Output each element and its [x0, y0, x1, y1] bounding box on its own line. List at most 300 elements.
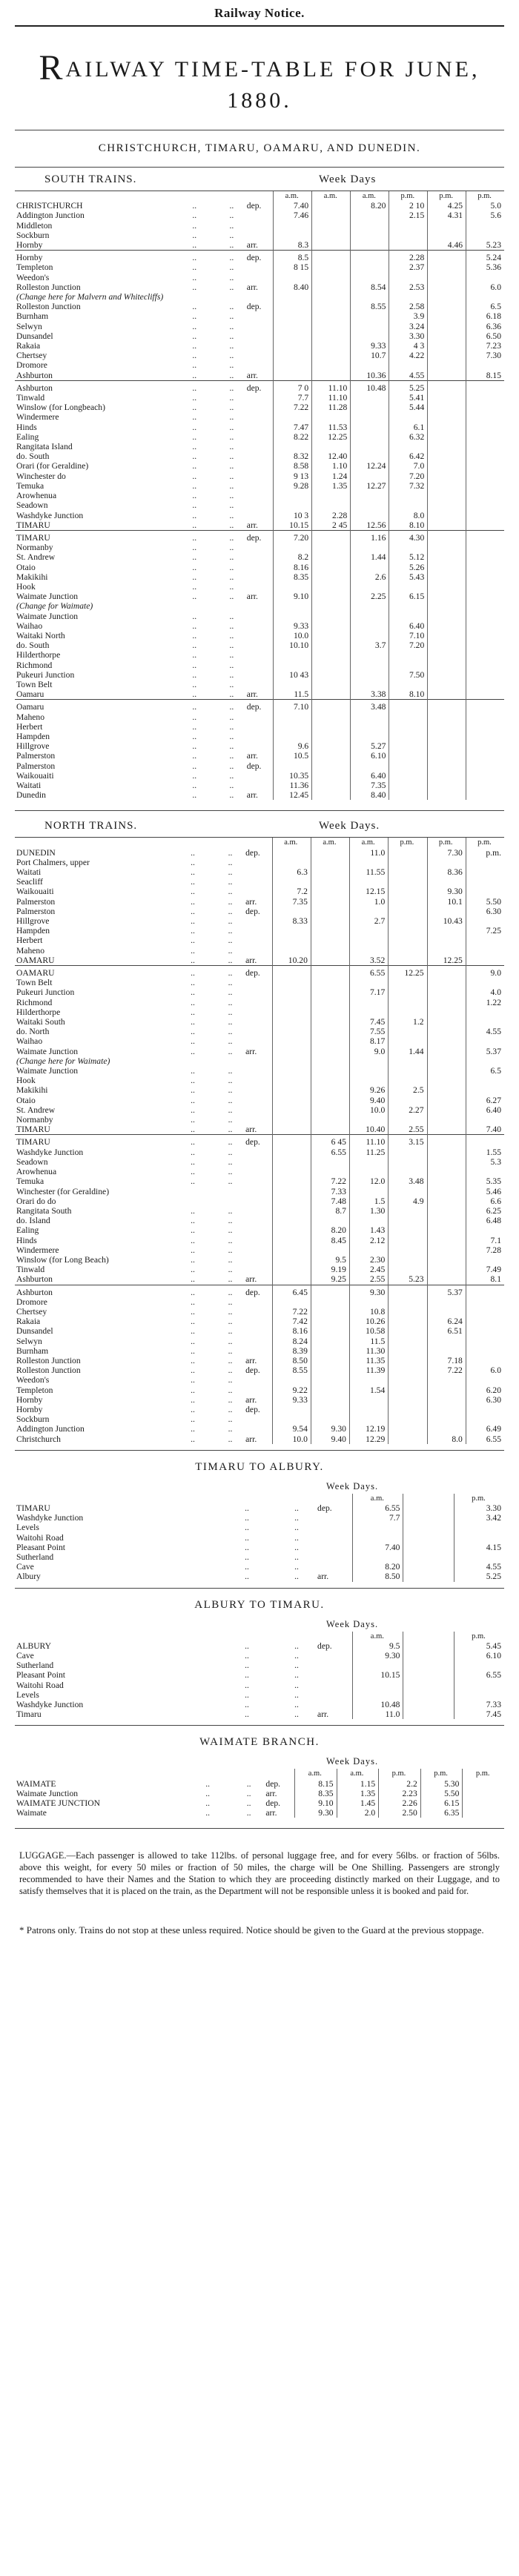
leader-dots: .. [228, 1095, 233, 1105]
train-time: 8.16 [272, 1326, 311, 1336]
train-time [312, 543, 351, 552]
timetable-row [15, 1285, 504, 1297]
station-name: Hinds [16, 422, 37, 432]
timetable-row [15, 572, 504, 582]
leader-dots: .. [192, 461, 197, 471]
leader-dots: .. [192, 321, 197, 331]
leader-dots: .. [228, 1274, 233, 1285]
timetable-row [15, 380, 504, 393]
ampm-label: a.m. [353, 1632, 403, 1641]
arr-dep-label [245, 481, 274, 491]
leader-dots: .. [191, 936, 195, 946]
leader-dots: .. [228, 1066, 233, 1076]
arr-dep-label: arr. [245, 1046, 257, 1056]
train-time [427, 1176, 466, 1186]
train-time: 9.5 [311, 1255, 349, 1265]
train-time: 7.30 [466, 351, 504, 360]
leader-dots: .. [228, 1125, 233, 1135]
train-time [312, 351, 351, 360]
train-time [428, 491, 466, 500]
timetable-row [15, 403, 504, 412]
train-time: 6.45 [272, 1285, 311, 1297]
station-name: Waitaki North [16, 630, 65, 640]
timetable-row [15, 1157, 504, 1167]
train-time [466, 781, 504, 790]
train-time: 1.5 [349, 1196, 388, 1206]
timetable-row [15, 432, 504, 442]
train-time [351, 451, 389, 461]
station-name: Seacliff [16, 877, 43, 887]
arr-dep-label [245, 511, 274, 520]
train-time: 7.42 [272, 1317, 311, 1326]
station-name: Rolleston Junction [16, 1365, 81, 1376]
timetable-row [15, 311, 504, 321]
north-trains-heading: NORTH TRAINS. [44, 820, 138, 832]
train-time: 11.10 [349, 1135, 388, 1148]
leader-dots: .. [229, 442, 234, 452]
train-time [311, 956, 349, 966]
leader-dots: .. [191, 1115, 195, 1125]
train-time [274, 311, 312, 321]
timetable-row [15, 1265, 504, 1274]
train-time [351, 221, 389, 231]
leader-dots: .. [228, 1424, 233, 1434]
arr-dep-label [244, 1265, 272, 1274]
leader-dots: .. [191, 1066, 195, 1076]
train-time [466, 1167, 504, 1176]
leader-dots: .. [191, 926, 195, 936]
train-time: 10.15 [274, 520, 312, 531]
timetable-row [15, 689, 504, 700]
train-time [389, 660, 428, 670]
train-time [466, 1326, 504, 1336]
train-time [427, 1076, 466, 1085]
timetable-row [15, 1779, 504, 1789]
station-name: Waitati [16, 867, 42, 877]
train-time [427, 1115, 466, 1125]
arr-dep-label [244, 1317, 272, 1326]
train-time [349, 1167, 388, 1176]
train-time [466, 360, 504, 370]
arr-dep-label [245, 393, 274, 403]
arr-dep-label [245, 612, 274, 621]
train-time: 11.10 [312, 393, 351, 403]
train-time: 5.45 [454, 1641, 504, 1651]
timetable-title [15, 27, 504, 130]
train-time [312, 790, 351, 800]
train-time [427, 987, 466, 997]
station-name: Arowhenua [16, 1167, 57, 1177]
leader-dots: .. [227, 1285, 244, 1297]
leader-dots: .. [229, 721, 234, 732]
train-time [351, 251, 389, 263]
train-time: 7.35 [272, 897, 311, 907]
train-time [428, 722, 466, 732]
train-time [351, 471, 389, 481]
leader-dots: .. [294, 1542, 299, 1552]
leader-dots: .. [228, 1147, 233, 1157]
leader-dots: .. [245, 1689, 249, 1700]
leader-dots: .. [229, 341, 234, 351]
timetable-row [15, 1572, 504, 1581]
train-time [312, 322, 351, 331]
train-time [466, 631, 504, 640]
week-days-label: Week Days. [326, 1756, 379, 1767]
train-time [466, 936, 504, 945]
timetable-row [15, 631, 504, 640]
train-time: 5.43 [389, 572, 428, 582]
station-name: Waimate Junction [16, 1046, 79, 1056]
train-time: 6.51 [427, 1326, 466, 1336]
train-time: 2.0 [337, 1808, 379, 1818]
train-time [312, 761, 351, 771]
train-time [466, 552, 504, 562]
station-name: Arowhenua [16, 491, 57, 501]
train-time [389, 650, 428, 660]
spacer [293, 1632, 316, 1641]
leader-dots [227, 1187, 244, 1196]
station-name: Waikouaiti [16, 887, 54, 897]
arr-dep-label [244, 877, 272, 887]
timetable-row [15, 926, 504, 936]
arr-dep-label [244, 1375, 272, 1385]
train-time [272, 877, 311, 887]
arr-dep-label [316, 1523, 353, 1532]
arr-dep-label [245, 660, 274, 670]
train-time [389, 1056, 427, 1066]
train-time [403, 1690, 454, 1700]
train-time [312, 660, 351, 670]
train-time [311, 1017, 349, 1027]
station-name: Rakaia [16, 1317, 41, 1327]
train-time [351, 412, 389, 422]
train-time [272, 926, 311, 936]
leader-dots: .. [229, 620, 234, 631]
train-time [389, 1326, 427, 1336]
train-time [389, 1375, 427, 1385]
train-time [311, 1346, 349, 1356]
leader-dots: .. [192, 660, 197, 670]
arr-dep-label [244, 1096, 272, 1105]
train-time [311, 887, 349, 896]
station-name: TIMARU [16, 1503, 50, 1513]
train-time [466, 670, 504, 680]
leader-dots [191, 292, 228, 302]
train-time [312, 491, 351, 500]
station-name: Cave [16, 1651, 34, 1661]
leader-dots: .. [192, 679, 197, 689]
train-time [403, 1709, 454, 1719]
train-time [349, 1414, 388, 1424]
albury-timaru-title: ALBURY TO TIMARU. [15, 1588, 504, 1619]
station-name: Sutherland [16, 1552, 54, 1562]
train-time: 11.39 [349, 1365, 388, 1375]
train-time [272, 1135, 311, 1148]
train-time: 2.7 [349, 916, 388, 926]
train-time [349, 978, 388, 987]
train-time [389, 1167, 427, 1176]
leader-dots: .. [228, 1017, 233, 1027]
leader-dots: .. [294, 1661, 299, 1671]
train-time [466, 1085, 504, 1095]
train-time [311, 907, 349, 916]
train-time [428, 442, 466, 451]
arr-dep-label [316, 1670, 353, 1680]
station-name: Rolleston Junction [16, 302, 81, 312]
leader-dots: .. [192, 331, 197, 341]
train-time [349, 998, 388, 1007]
train-time [466, 221, 504, 231]
timetable-row [15, 1096, 504, 1105]
leader-dots: .. [228, 1156, 233, 1167]
leader-dots: .. [191, 1125, 195, 1135]
train-time [428, 621, 466, 631]
leader-dots: .. [294, 1689, 299, 1700]
albury-timaru-timetable [15, 1632, 504, 1720]
train-time [311, 987, 349, 997]
timetable-row [15, 867, 504, 877]
train-time [311, 1096, 349, 1105]
train-time [274, 543, 312, 552]
train-time [427, 946, 466, 956]
station-name: Pleasant Point [16, 1542, 66, 1552]
train-time [312, 712, 351, 722]
train-time [427, 1307, 466, 1317]
leader-dots: .. [229, 630, 234, 640]
train-time: 7.1 [466, 1236, 504, 1245]
arr-dep-label [244, 1157, 272, 1167]
arr-dep-label [244, 987, 272, 997]
train-time [272, 1176, 311, 1186]
train-time: 9.26 [349, 1085, 388, 1095]
train-time: 9.19 [311, 1265, 349, 1274]
train-time: 12.19 [349, 1424, 388, 1434]
train-time [466, 956, 504, 966]
train-time [463, 1789, 504, 1798]
timetable-row [15, 240, 504, 251]
train-time [274, 273, 312, 282]
leader-dots: .. [229, 543, 234, 553]
train-time: 6.40 [466, 1105, 504, 1115]
train-time: 8.20 [351, 201, 389, 211]
train-time [272, 1245, 311, 1255]
ampm-label: a.m. [337, 1769, 379, 1778]
timetable-row [15, 1405, 504, 1414]
week-days-label: Week Days. [319, 820, 380, 832]
train-time: 9.6 [274, 741, 312, 751]
change-note: (Change here for Waimate) [16, 1056, 110, 1066]
train-time: 5.46 [466, 1187, 504, 1196]
arr-dep-label [244, 1337, 272, 1346]
train-time [428, 552, 466, 562]
train-time [274, 302, 312, 311]
train-time: 7.22 [274, 403, 312, 412]
station-name: do. Island [16, 1216, 50, 1226]
train-time [312, 592, 351, 601]
station-name: Orari do do [16, 1196, 56, 1206]
south-trains-heading: SOUTH TRAINS. [44, 173, 137, 185]
train-time [466, 380, 504, 393]
train-time [312, 231, 351, 240]
station-name: Hilderthorpe [16, 1007, 61, 1017]
train-time: 8.40 [351, 790, 389, 800]
train-time [427, 1196, 466, 1206]
train-time [403, 1552, 454, 1562]
arr-dep-label [244, 1196, 272, 1206]
timetable-row [15, 887, 504, 896]
station-name: Dunsandel [16, 331, 53, 341]
timetable-row [15, 322, 504, 331]
train-time [389, 231, 428, 240]
station-name: Hornby [16, 240, 43, 251]
leader-dots: .. [246, 1788, 251, 1798]
train-time: 10.8 [349, 1307, 388, 1317]
train-time: 5.35 [466, 1176, 504, 1186]
train-time: 2.50 [379, 1808, 421, 1818]
station-name: Rakaia [16, 341, 41, 351]
train-time: 8.20 [353, 1562, 403, 1572]
arr-dep-label: arr. [245, 1394, 257, 1405]
leader-dots: .. [191, 978, 195, 988]
timetable-row [15, 916, 504, 926]
train-time [351, 231, 389, 240]
station-name: Hampden [16, 926, 50, 936]
train-time [312, 292, 351, 302]
station-name: Ashburton [15, 380, 191, 393]
leader-dots: .. [192, 510, 197, 520]
train-time [311, 1395, 349, 1405]
timaru-albury-title: TIMARU TO ALBURY. [15, 1450, 504, 1481]
train-time [272, 966, 311, 979]
train-time: 7.48 [311, 1196, 349, 1206]
train-time [312, 201, 351, 211]
train-time: 6.10 [454, 1651, 504, 1661]
arr-dep-label: dep. [245, 530, 274, 543]
leader-dots: .. [229, 500, 234, 511]
train-time [427, 1056, 466, 1066]
train-time: 9.30 [295, 1808, 337, 1818]
train-time [272, 1236, 311, 1245]
ampm-label: p.m. [427, 838, 466, 847]
train-time: 4.22 [389, 351, 428, 360]
train-time: 1.45 [337, 1798, 379, 1808]
train-time [349, 946, 388, 956]
train-time [428, 781, 466, 790]
station-name: Templeton [16, 262, 53, 273]
train-time [312, 582, 351, 592]
week-days-label: Week Days [319, 173, 377, 185]
train-time [403, 1503, 454, 1513]
train-time [311, 1365, 349, 1375]
train-time [428, 520, 466, 531]
train-time [351, 292, 389, 302]
timetable-row [15, 1056, 504, 1066]
leader-dots: .. [191, 1245, 195, 1255]
timetable-row [15, 732, 504, 741]
leader-dots: .. [191, 867, 195, 877]
timetable-row [15, 1125, 504, 1135]
leader-dots: .. [228, 700, 245, 712]
train-time [428, 732, 466, 741]
train-time [389, 680, 428, 689]
leader-dots: .. [191, 1076, 195, 1086]
train-time: 2.15 [389, 211, 428, 220]
train-time [427, 1255, 466, 1265]
arr-dep-label [244, 1216, 272, 1225]
train-time: 9.33 [272, 1395, 311, 1405]
train-time: 7.17 [349, 987, 388, 997]
train-time: 12.29 [349, 1434, 388, 1444]
leader-dots: .. [294, 1700, 299, 1710]
arr-dep-label [244, 1066, 272, 1076]
train-time: 8.7 [311, 1206, 349, 1216]
arr-dep-label [244, 1085, 272, 1095]
leader-dots: .. [189, 1285, 227, 1297]
leader-dots: .. [192, 640, 197, 651]
timetable-row [15, 1356, 504, 1365]
train-time: 8.58 [274, 461, 312, 471]
train-time: 6.15 [389, 592, 428, 601]
train-time: 11.5 [274, 689, 312, 700]
timetable-row [15, 1047, 504, 1056]
train-time: 3.48 [389, 1176, 427, 1186]
station-name: Hinds [16, 1235, 37, 1245]
train-time: 1.10 [312, 461, 351, 471]
station-name: Hornby [16, 1404, 43, 1414]
leader-dots: .. [191, 1404, 195, 1414]
train-time: 11.0 [349, 848, 388, 858]
train-time [274, 712, 312, 722]
train-time [349, 1157, 388, 1167]
arr-dep-label: dep. [245, 847, 260, 858]
train-time [311, 897, 349, 907]
station-name: Richmond [16, 660, 53, 670]
train-time [312, 631, 351, 640]
leader-dots: .. [192, 211, 197, 221]
train-time [427, 1346, 466, 1356]
leader-dots: .. [245, 1562, 249, 1572]
train-time: 5.24 [466, 251, 504, 263]
leader-dots: .. [228, 916, 233, 927]
arr-dep-label [245, 322, 274, 331]
train-time [428, 371, 466, 381]
timetable-row [15, 471, 504, 481]
train-time [311, 1066, 349, 1076]
arr-dep-label: dep. [246, 761, 262, 771]
train-time: 3.30 [389, 331, 428, 341]
leader-dots: .. [192, 403, 197, 413]
train-time [428, 292, 466, 302]
station-name: St. Andrew [16, 552, 56, 563]
timetable-row [15, 680, 504, 689]
timetable-row [15, 1326, 504, 1336]
timetable-row [15, 956, 504, 966]
train-time: 6.30 [466, 907, 504, 916]
train-time [312, 751, 351, 761]
leader-dots: .. [192, 240, 197, 251]
arr-dep-label [245, 360, 274, 370]
timetable-row [15, 1661, 504, 1670]
leader-dots: .. [191, 1105, 195, 1115]
train-time [403, 1661, 454, 1670]
train-time: 1.15 [337, 1779, 379, 1789]
train-time: 9.10 [274, 592, 312, 601]
train-time [272, 1405, 311, 1414]
leader-dots: .. [228, 1105, 233, 1115]
train-time [427, 1414, 466, 1424]
ampm-label: p.m. [428, 191, 466, 201]
arr-dep-label [244, 946, 272, 956]
